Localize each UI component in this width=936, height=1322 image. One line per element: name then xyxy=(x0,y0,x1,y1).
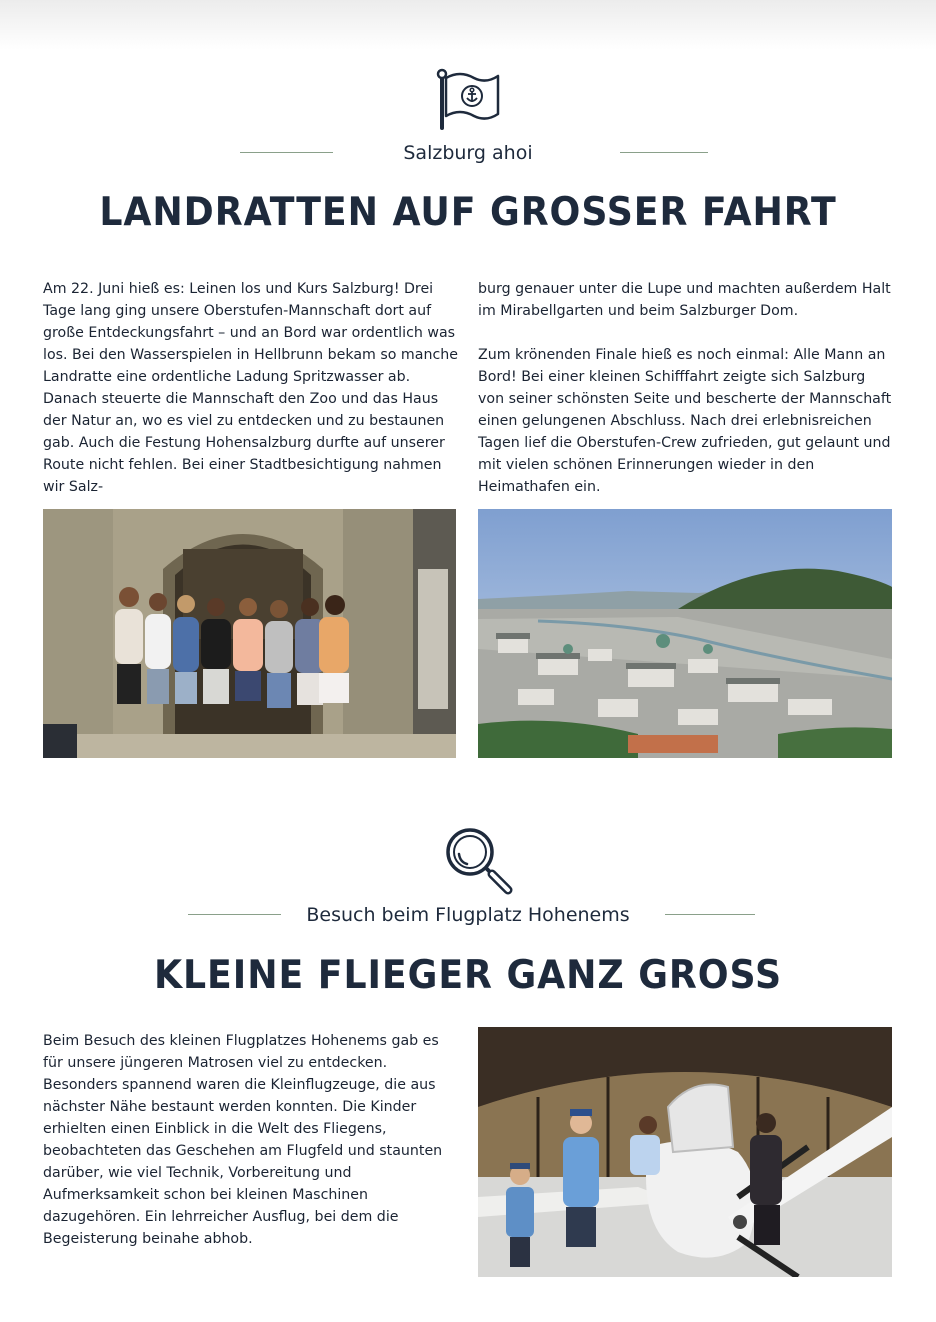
article-column-right-paragraph-2: Zum krönenden Finale hieß es noch einmal: Alle Mann an Bord! Bei einer kleinen Schifffahrt zeigte sich Salzburg von seiner schönsten Seite und bescherte der Mannschaft einen gelungenen Abschluss. Nach drei erlebnisreichen Tagen lief die Oberstufen-Crew zufrieden, gut gelaunt und mit vielen schönen Erinnerungen wieder in den Heimathafen ein. xyxy=(478,347,892,495)
article-column-left: Am 22. Juni hieß es: Leinen los und Kurs Salzburg! Drei Tage lang ging unsere Oberstufen-Mannschaft dort auf große Entdeckungsfahrt – und an Bord war ordentlich was los. Bei den Wasserspielen in Hellbrunn bekam so manche Landratte eine ordentliche Ladung Spritzwasser ab. Danach steuerte die Mannschaft den Zoo und das Haus der Natur an, wo es viel zu entdecken und zu bestaunen gab. Auch die Festung Hohensalzburg durfte auf unserer Route nicht fehlen. Bei einer Stadtbesichtigung nahmen wir Salz- xyxy=(43,281,458,495)
kicker-row-2 xyxy=(0,902,936,928)
magnifier-icon xyxy=(442,824,516,896)
section-kicker: Besuch beim Flugplatz Hohenems xyxy=(306,904,630,926)
salzburg-panorama-photo xyxy=(478,509,892,758)
hangar-aircraft-photo xyxy=(478,1027,892,1277)
kicker-rule-right xyxy=(620,152,708,153)
anchor-flag-icon xyxy=(432,66,504,132)
kicker-rule-right xyxy=(665,914,755,915)
kicker-row-1 xyxy=(0,140,936,166)
section-headline: KLEINE FLIEGER GANZ GROSS xyxy=(153,953,783,998)
article-column-right-paragraph-1: burg genauer unter die Lupe und machten außerdem Halt im Mirabellgarten und beim Salzburger Dom. xyxy=(478,281,891,319)
page-top-shade xyxy=(0,0,936,50)
group-photo-archway xyxy=(43,509,456,758)
section-headline: LANDRATTEN AUF GROSSER FAHRT xyxy=(99,190,837,235)
section-kicker: Salzburg ahoi xyxy=(403,142,533,164)
article-body-flugplatz: Beim Besuch des kleinen Flugplatzes Hohenems gab es für unsere jüngeren Matrosen viel zu entdecken. Besonders spannend waren die Kleinflugzeuge, die aus nächster Nähe bestaunt werden konnten. Die Kinder erhielten einen Einblick in die Welt des Fliegens, beobachteten das Geschehen am Flugfeld und staunten darüber, wie viel Technik, Vorbereitung und Aufmerksamkeit schon bei kleinen Maschinen dazugehören. Ein lehrreicher Ausflug, bei dem die Begeisterung beinahe abhob. xyxy=(43,1033,443,1247)
